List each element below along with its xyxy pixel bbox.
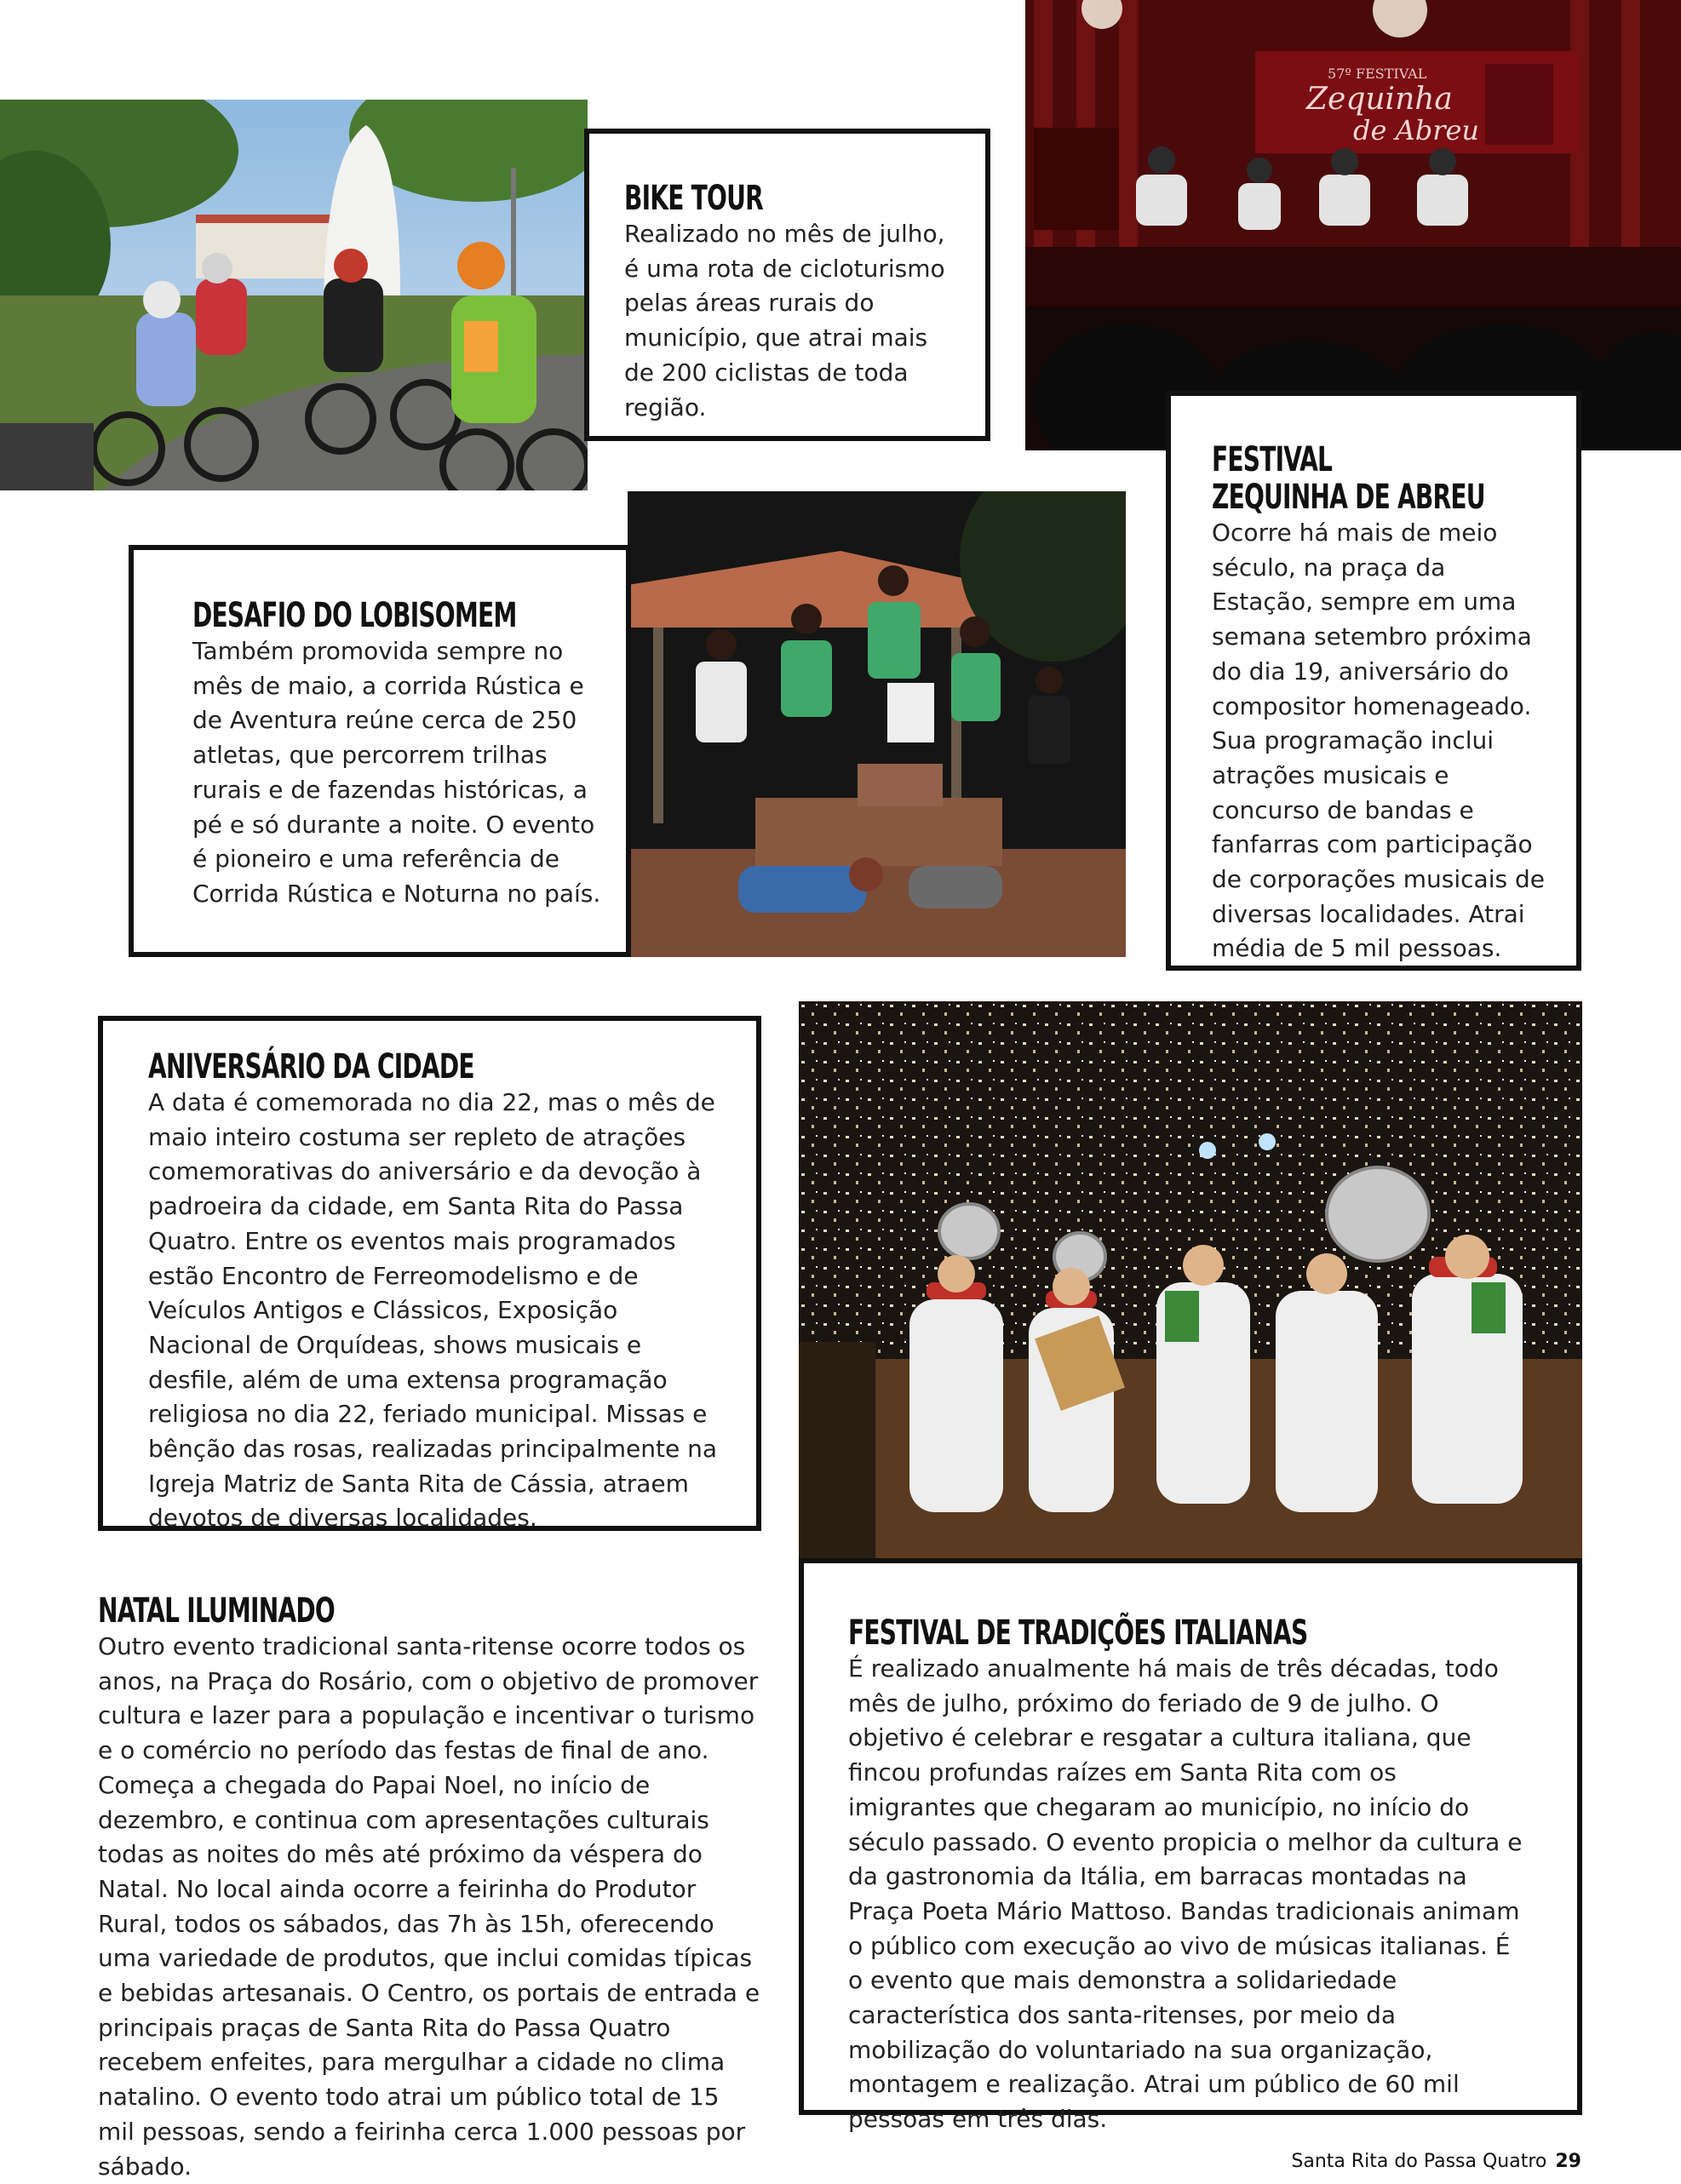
bike-tour-body: Realizado no mês de julho, é uma rota de cicloturismo pelas áreas rurais do município, que atrai mais de 200 ciclistas de toda região. <box>624 220 945 421</box>
zequinha-box <box>1166 391 1581 971</box>
natal-body: Outro evento tradicional santa-ritense ocorre todos os anos, na Praça do Rosário, com o objetivo de promover cultura e lazer para a população e incentivar o turismo e o comércio no período das festas de final de ano. Começa a chegada do Papai Noel, no início de dezembro, e continua com apresentações culturais todas as noites do mês até próximo da véspera do Natal. No local ainda ocorre a feirinha do Produtor Rural, todos os sábados, das 7h às 15h, oferecendo uma variedade de produtos, que inclui comidas típicas e bebidas artesanais. O Centro, os portais de entrada e principais praças de Santa Rita do Passa Quatro recebem enfeites, para mergulhar a cidade no clima natalino. O evento todo atrai um público total de 15 mil pessoas, sendo a feirinha cerca 1.000 pessoas por sábado. <box>98 1632 760 2181</box>
italianas-body: É realizado anualmente há mais de três décadas, todo mês de julho, próximo do feriado de 9 de julho. O objetivo é celebrar e resgatar a cultura italiana, que fincou profundas raízes em Santa Rita com os imigrantes que chegaram ao município, no início do século passado. O evento propicia o melhor da cultura e da gastronomia da Itália, em barracas montadas na Praça Poeta Mário Mattoso. Bandas tradicionais animam o público com execução ao vivo de músicas italianas. É o evento que mais demonstra a solidariedade característica dos santa-ritenses, por meio da mobilização do voluntariado na sua organização, montagem e realização. Atrai um público de 60 mil pessoas em três dias. <box>848 1654 1523 2134</box>
magazine-name: Santa Rita do Passa Quatro <box>1291 2151 1547 2172</box>
page-number: 29 <box>1555 2151 1581 2172</box>
bike-tour-box <box>584 129 990 441</box>
bike-tour-title: BIKE TOUR <box>624 179 763 218</box>
lobisomem-podium-photo <box>628 491 1126 957</box>
lobisomem-body: Também promovida sempre no mês de maio, a corrida Rústica e de Aventura reúne cerca de 250 atletas, que percorrem trilhas rurais e de fazendas históricas, a pé e só durante a noite. O evento é pioneiro e uma referência de Corrida Rústica e Noturna no país. <box>192 637 601 908</box>
lobisomem-box <box>129 545 631 957</box>
festival-stage-photo <box>1025 0 1681 450</box>
lobisomem-title: DESAFIO DO LOBISOMEM <box>192 596 517 635</box>
page-footer <box>1291 2151 1581 2172</box>
aniversario-title: ANIVERSÁRIO DA CIDADE <box>148 1047 474 1086</box>
bike-tour-photo <box>0 100 588 490</box>
zequinha-body: Ocorre há mais de meio século, na praça da Estação, sempre em uma semana setembro próxima do dia 19, aniversário do compositor homenageado. Sua programação inclui atrações musicais e concurso de bandas e fanfarras com participação de corporações musicais de diversas localidades. Atrai média de 5 mil pessoas. <box>1212 519 1545 963</box>
aniversario-box <box>98 1016 761 1531</box>
zequinha-title-line2: ZEQUINHA DE ABREU <box>1212 478 1485 517</box>
zequinha-title-line1: FESTIVAL <box>1212 440 1333 479</box>
stage-banner-line3: de Abreu <box>1353 114 1480 146</box>
italianas-box <box>799 1558 1582 2134</box>
stage-banner-line1: 57º FESTIVAL <box>1328 66 1427 82</box>
aniversario-body: A data é comemorada no dia 22, mas o mês de maio inteiro costuma ser repleto de atrações comemorativas do aniversário e da devoção à padroeira da cidade, em Santa Rita do Passa Quatro. Entre os eventos mais programados estão Encontro de Ferreomodelismo e de Veículos Antigos e Clássicos, Exposição Nacional de Orquídeas, shows musicais e desfile, além de uma extensa programação religiosa no dia 22, feriado municipal. Missas e bênção das rosas, realizadas principalmente na Igreja Matriz de Santa Rita de Cássia, atraem devotos de diversas localidades. <box>148 1088 717 1533</box>
natal-section <box>98 1592 762 2184</box>
italianas-title: FESTIVAL DE TRADIÇÕES ITALIANAS <box>848 1614 1308 1653</box>
natal-title: NATAL ILUMINADO <box>98 1591 335 1631</box>
stage-banner-line2: Zequinha <box>1306 82 1453 117</box>
italian-festival-photo <box>799 1001 1582 1562</box>
